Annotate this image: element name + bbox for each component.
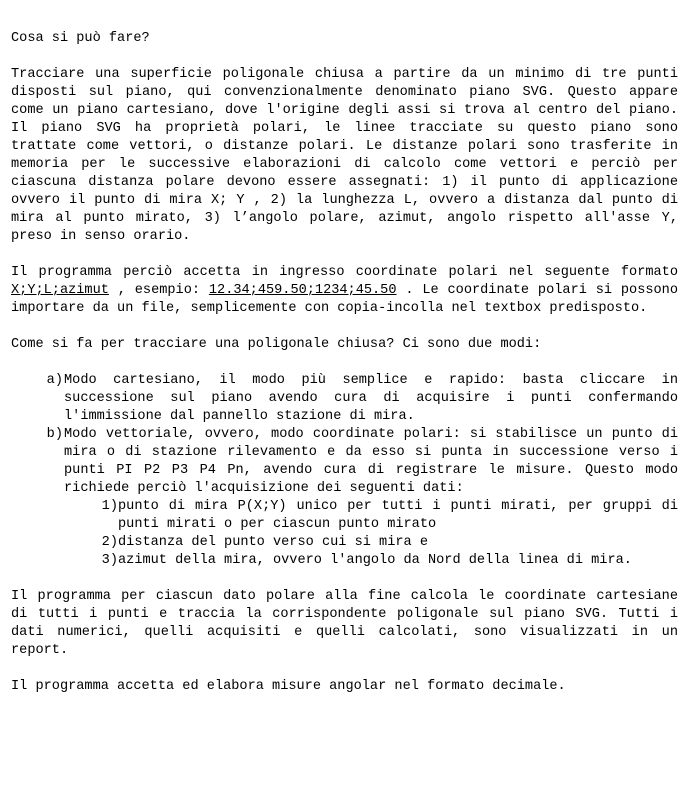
step-text: punto di mira P(X;Y) unico per tutti i punti mirati, per gruppi di punti mirati o per ciascun punto mirato <box>118 499 678 532</box>
mode-marker: a) <box>46 373 63 388</box>
format-spec: X;Y;L;azimut <box>11 283 109 298</box>
step-item <box>11 552 678 570</box>
format-text-2: , esempio: <box>108 283 209 298</box>
intro-paragraph: Tracciare una superficie poligonale chiusa a partire da un minimo di tre punti disposti sul piano, qui convenzionalmente denominato piano SVG. Questo appare come un piano cartesiano, dove l'origine degli assi si trova al centro del piano. Il piano SVG ha proprietà polari, le linee tracciate su questo piano sono trattate come vettori, o distanze polari. Le distanze polari sono trasferite in memoria per le successive elaborazioni di calcolo come vettori e perciò per ciascuna distanza polare devono essere assegnati: 1) il punto di applicazione ovvero il punto di mira X; Y , 2) la lunghezza L, ovvero a distanza dal punto di mira al punto mirato, 3) l’angolo polare, azimut, angolo rispetto all'asse Y, preso in senso orario. <box>11 67 678 244</box>
step-marker: 2) <box>101 535 118 550</box>
step-marker: 1) <box>101 499 118 514</box>
mode-text: Modo cartesiano, il modo più semplice e rapido: basta cliccare in successione sul piano avendo cura di acquisire i punti confermando l'immissione dal pannello stazione di mira. <box>64 373 678 424</box>
step-marker: 3) <box>101 553 118 568</box>
format-text-3: . Le coordinate polari si possono importare da un file, semplicemente con copia-incolla nel textbox predisposto. <box>11 283 678 316</box>
format-example: 12.34;459.50;1234;45.50 <box>208 283 397 298</box>
angle-format-paragraph: Il programma accetta ed elabora misure angolar nel formato decimale. <box>11 679 566 694</box>
step-text: distanza del punto verso cui si mira e <box>118 535 428 550</box>
mode-marker: b) <box>46 427 63 442</box>
steps-list <box>11 498 678 570</box>
output-paragraph: Il programma per ciascun dato polare alla fine calcola le coordinate cartesiane di tutti i punti e traccia la corrispondente poligonale sul piano SVG. Tutti i dati numerici, quelli acquisiti e quelli calcolati, sono visualizzati in un report. <box>11 589 678 658</box>
section-heading: Cosa si può fare? <box>11 31 150 46</box>
format-text-1: Il programma perciò accetta in ingresso coordinate polari nel seguente formato <box>11 265 678 280</box>
modes-list <box>11 372 678 570</box>
mode-text: Modo vettoriale, ovvero, modo coordinate polari: si stabilisce un punto di mira o di stazione rilevamento e da esso si punta in successione verso i punti PI P2 P3 P4 Pn, avendo cura di registrare le misure. Questo modo richiede perciò l'acquisizione dei seguenti dati: <box>64 427 678 496</box>
format-paragraph <box>11 264 678 318</box>
step-item <box>11 534 678 552</box>
step-item <box>11 498 678 534</box>
step-text: azimut della mira, ovvero l'angolo da Nord della linea di mira. <box>118 553 632 568</box>
mode-item <box>11 372 678 426</box>
mode-item <box>11 426 678 570</box>
document-page <box>11 30 678 714</box>
question-line: Come si fa per tracciare una poligonale chiusa? Ci sono due modi: <box>11 337 542 352</box>
